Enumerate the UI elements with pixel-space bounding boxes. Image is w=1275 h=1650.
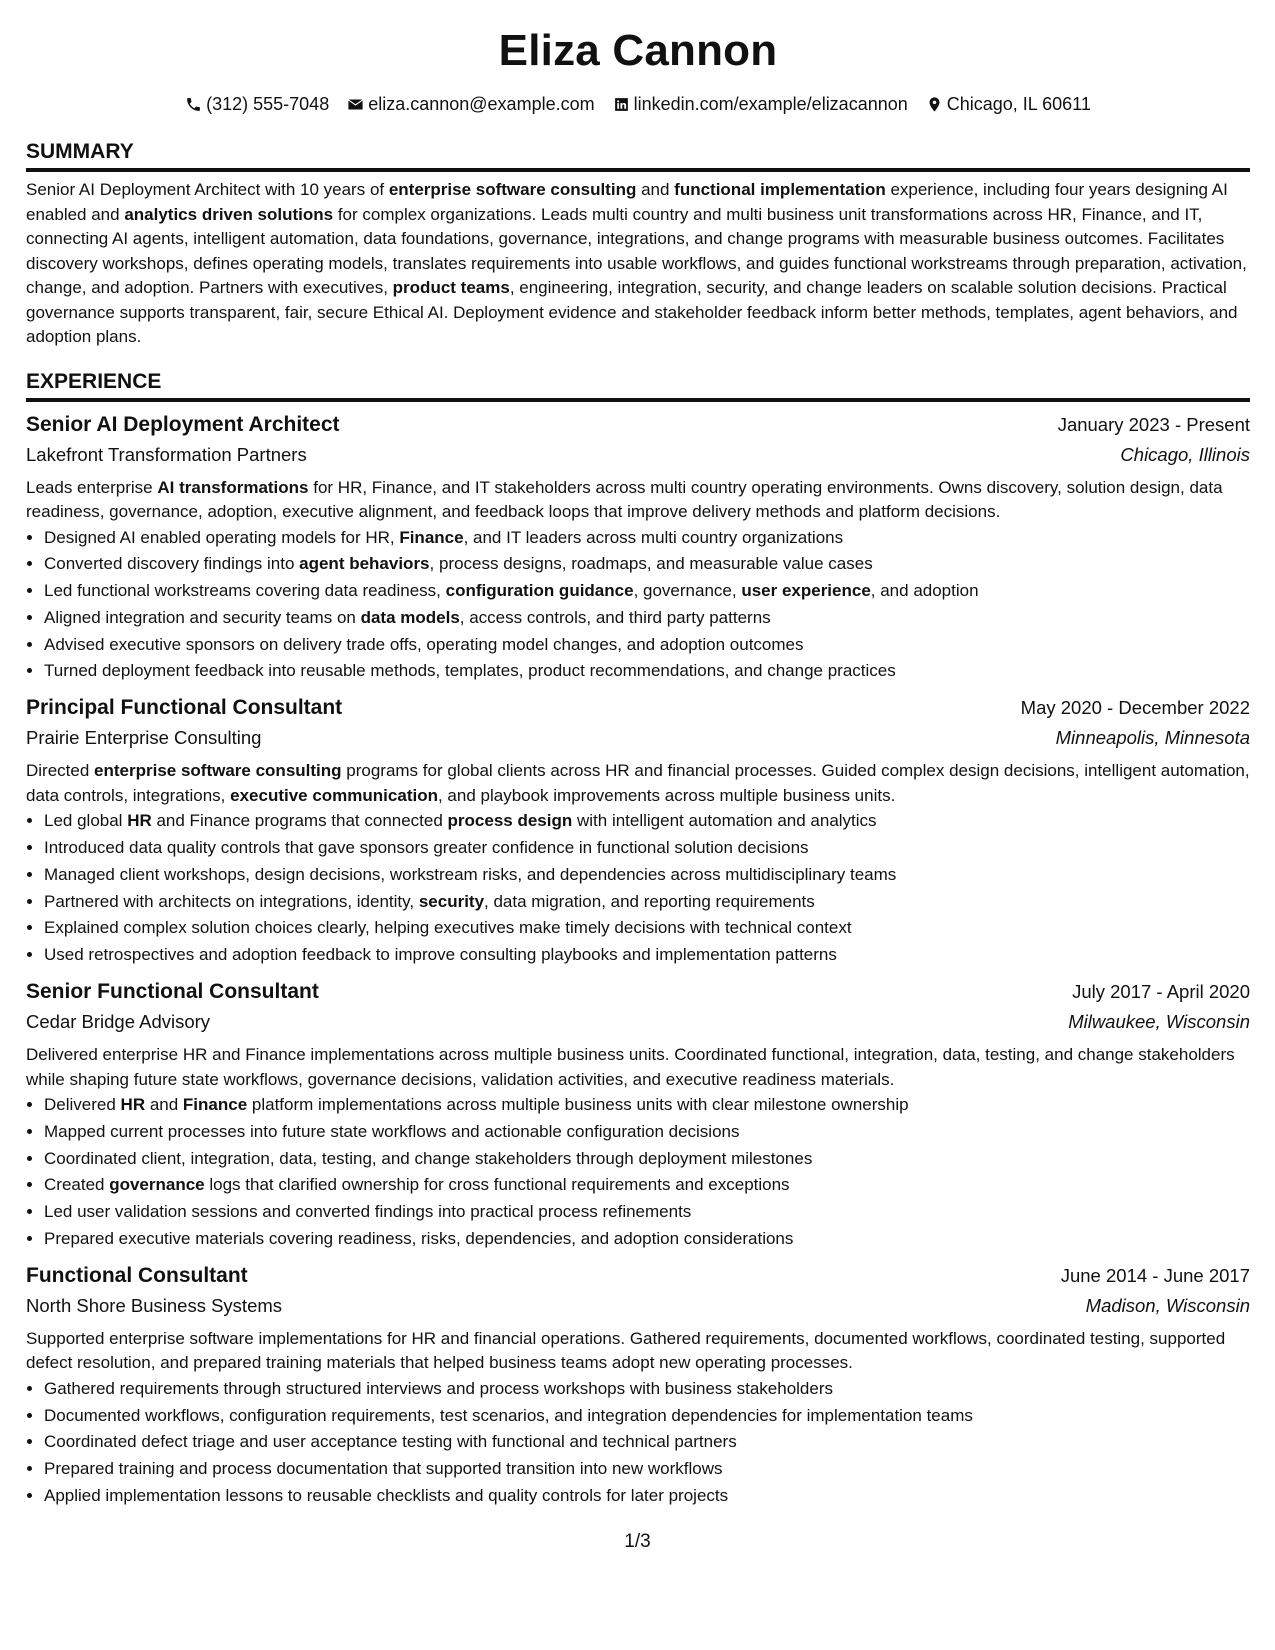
bold-emphasis: governance xyxy=(109,1175,205,1195)
job-location: Milwaukee, Wisconsin xyxy=(1068,1011,1250,1033)
job-bullet: • Led user validation sessions and converted findings into practical process refinements xyxy=(44,1199,1250,1226)
job-entry-3 xyxy=(26,977,1250,1253)
job-bullet: • Led functional workstreams covering data readiness, configuration guidance, governance, user experience, and adoption xyxy=(44,578,1250,605)
bold-emphasis: data models xyxy=(360,607,460,627)
job-location: Madison, Wisconsin xyxy=(1085,1294,1250,1316)
job-summary: Directed enterprise software consulting programs for global clients across HR and financial processes. Guided complex design decisions, intelligent automation, data controls, integrations, executive communication, and playbook improvements across multiple business units. xyxy=(26,761,1250,805)
bold-emphasis: functional implementation xyxy=(674,180,886,199)
bold-emphasis: user experience xyxy=(741,581,871,601)
phone-icon xyxy=(185,96,202,113)
job-header xyxy=(26,693,1250,723)
job-bullet: • Explained complex solution choices clearly, helping executives make timely decisions with technical context xyxy=(44,915,1250,942)
job-bullet: • Used retrospectives and adoption feedback to improve consulting playbooks and implementation patterns xyxy=(44,942,1250,969)
job-header xyxy=(26,977,1250,1007)
job-subheader xyxy=(26,440,1250,470)
job-bullets xyxy=(26,1092,1250,1253)
envelope-icon xyxy=(347,96,364,113)
bold-emphasis: configuration guidance xyxy=(445,581,634,601)
job-bullet: • Converted discovery findings into agent behaviors, process designs, roadmaps, and measurable value cases xyxy=(44,551,1250,578)
bold-emphasis: analytics driven solutions xyxy=(124,204,334,224)
job-bullet: • Applied implementation lessons to reusable checklists and quality controls for later projects xyxy=(44,1483,1250,1510)
bold-emphasis: agent behaviors xyxy=(299,554,430,574)
job-company: Prairie Enterprise Consulting xyxy=(26,727,262,749)
bold-emphasis: Finance xyxy=(399,527,464,547)
job-dates: July 2017 - April 2020 xyxy=(1072,981,1250,1003)
job-bullets xyxy=(26,525,1250,686)
map-pin-icon xyxy=(926,96,943,113)
contact-phone-text: (312) 555-7048 xyxy=(206,94,330,114)
candidate-name: Eliza Cannon xyxy=(498,26,778,75)
job-title: Principal Functional Consultant xyxy=(26,696,343,720)
contact-location xyxy=(926,92,1091,116)
job-bullet: • Gathered requirements through structured interviews and process workshops with business stakeholders xyxy=(44,1376,1250,1403)
job-bullet: • Partnered with architects on integrations, identity, security, data migration, and reporting requirements xyxy=(44,889,1250,916)
experience-list xyxy=(26,410,1250,1510)
job-company: Lakefront Transformation Partners xyxy=(26,443,307,465)
job-bullet: • Prepared executive materials covering readiness, risks, dependencies, and adoption considerations xyxy=(44,1226,1250,1253)
linkedin-icon xyxy=(613,96,630,113)
job-summary: Leads enterprise AI transformations for HR, Finance, and IT stakeholders across multi country operating environments. Owns discovery, solution design, data readiness, governance, adoption, executive alignment, and feedback loops that improve delivery methods and platform decisions. xyxy=(26,477,1223,521)
job-bullet: • Turned deployment feedback into reusable methods, templates, product recommendations, and change practices xyxy=(44,658,1250,685)
contact-linkedin-text[interactable]: linkedin.com/example/elizacannon xyxy=(633,94,908,114)
job-dates: June 2014 - June 2017 xyxy=(1060,1264,1250,1286)
bold-emphasis: AI transformations xyxy=(157,477,309,497)
job-bullet: • Led global HR and Finance programs that connected process design with intelligent automation and analytics xyxy=(44,808,1250,835)
bold-emphasis: security xyxy=(418,891,485,911)
bold-emphasis: product teams xyxy=(392,278,510,297)
bold-emphasis: HR xyxy=(120,1095,146,1115)
job-header xyxy=(26,1261,1250,1291)
job-bullets xyxy=(26,808,1250,969)
job-summary: Supported enterprise software implementations for HR and financial operations. Gathered requirements, documented workflows, coordinated testing, supported defect resolution, and prepared training materials that helped business teams adopt new operating processes. xyxy=(26,1328,1226,1373)
experience-heading: EXPERIENCE xyxy=(26,368,1250,402)
bold-emphasis: Finance xyxy=(182,1095,248,1115)
job-bullet: • Delivered HR and Finance platform implementations across multiple business units with clear milestone ownership xyxy=(44,1092,1250,1119)
job-bullet: • Mapped current processes into future state workflows and actionable configuration decisions xyxy=(44,1119,1250,1146)
contact-location-text: Chicago, IL 60611 xyxy=(946,94,1091,114)
job-entry-2 xyxy=(26,693,1250,969)
job-entry-4 xyxy=(26,1261,1250,1510)
resume-page xyxy=(26,0,1250,1510)
job-dates: May 2020 - December 2022 xyxy=(1020,697,1250,719)
job-bullet: • Coordinated client, integration, data, testing, and change stakeholders through deployment milestones xyxy=(44,1146,1250,1173)
job-bullet: • Designed AI enabled operating models for HR, Finance, and IT leaders across multi country organizations xyxy=(44,525,1250,552)
page-number: 1/3 xyxy=(624,1531,651,1552)
contact-linkedin[interactable] xyxy=(613,92,908,116)
job-title: Senior AI Deployment Architect xyxy=(26,412,340,436)
bold-emphasis: HR xyxy=(127,811,152,831)
job-header xyxy=(26,410,1250,440)
job-title: Functional Consultant xyxy=(26,1263,248,1287)
contact-phone xyxy=(185,92,329,116)
job-bullet: • Created governance logs that clarified ownership for cross functional requirements and exceptions xyxy=(44,1172,1250,1199)
job-bullets xyxy=(26,1376,1250,1510)
job-company: Cedar Bridge Advisory xyxy=(26,1011,211,1033)
contact-email[interactable] xyxy=(347,92,594,116)
job-subheader xyxy=(26,1291,1250,1321)
bold-emphasis: executive communication xyxy=(230,785,438,805)
job-dates: January 2023 - Present xyxy=(1057,413,1250,435)
summary-heading: SUMMARY xyxy=(26,138,1250,172)
job-bullet: • Aligned integration and security teams on data models, access controls, and third party patterns xyxy=(44,605,1250,632)
job-company: North Shore Business Systems xyxy=(26,1294,283,1316)
bold-emphasis: enterprise software consulting xyxy=(388,180,637,199)
job-bullet: • Managed client workshops, design decisions, workstream risks, and dependencies across multidisciplinary teams xyxy=(44,862,1250,889)
job-subheader xyxy=(26,1007,1250,1037)
job-location: Minneapolis, Minnesota xyxy=(1055,727,1250,749)
bold-emphasis: enterprise software consulting xyxy=(94,761,342,781)
job-bullet: • Advised executive sponsors on delivery trade offs, operating model changes, and adoption outcomes xyxy=(44,632,1250,659)
contact-bar xyxy=(26,92,1250,116)
job-bullet: • Documented workflows, configuration requirements, test scenarios, and integration dependencies for implementation teams xyxy=(44,1403,1250,1430)
job-summary: Delivered enterprise HR and Finance implementations across multiple business units. Coordinated functional, integration, data, testing, and change stakeholders while shaping future state workflows, governance decisions, validation activities, and executive readiness materials. xyxy=(26,1045,1235,1089)
job-bullet: • Coordinated defect triage and user acceptance testing with functional and technical partners xyxy=(44,1429,1250,1456)
job-bullet: • Introduced data quality controls that gave sponsors greater confidence in functional solution decisions xyxy=(44,835,1250,862)
bold-emphasis: process design xyxy=(447,811,573,831)
job-subheader xyxy=(26,723,1250,753)
job-title: Senior Functional Consultant xyxy=(26,980,319,1004)
job-bullet: • Prepared training and process documentation that supported transition into new workflows xyxy=(44,1456,1250,1483)
job-entry-1 xyxy=(26,410,1250,686)
job-location: Chicago, Illinois xyxy=(1120,443,1250,465)
contact-email-text[interactable]: eliza.cannon@example.com xyxy=(368,94,595,114)
summary-paragraph: Senior AI Deployment Architect with 10 years of enterprise software consulting and functional implementation experience, including four years designing AI enabled and analytics driven solutions for complex organizations. Leads multi country and multi business unit transformations across HR, Finance, and IT, connecting AI agents, intelligent automation, data foundations, governance, integrations, and change programs with measurable business outcomes. Facilitates discovery workshops, defines operating models, translates requirements into usable workflows, and guides functional workstreams through preparation, activation, change, and adoption. Partners with executives, product teams, engineering, integration, security, and change leaders on scalable solution decisions. Practical governance supports transparent, fair, secure Ethical AI. Deployment evidence and stakeholder feedback inform better methods, templates, agent behaviors, and adoption plans. xyxy=(26,180,1247,346)
